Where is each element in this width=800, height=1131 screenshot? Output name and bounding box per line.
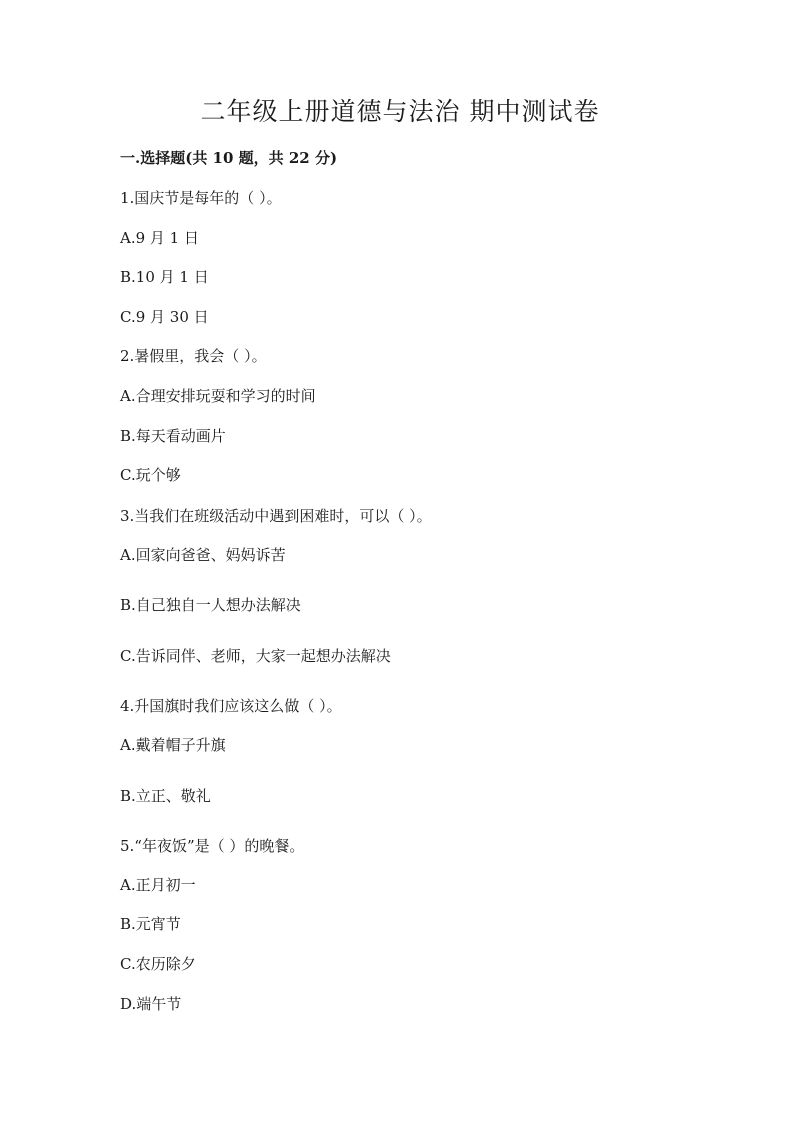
question-2-option-a: A.合理安排玩耍和学习的时间 xyxy=(120,387,316,405)
section-heading: 一.选择题(共 10 题，共 22 分) xyxy=(120,149,338,167)
question-1-option-b: B.10 月 1 日 xyxy=(120,268,209,286)
question-2-option-b: B.每天看动画片 xyxy=(120,427,226,445)
question-3-option-a: A.回家向爸爸、妈妈诉苦 xyxy=(120,546,286,564)
question-5-option-c: C.农历除夕 xyxy=(120,955,196,973)
question-3-option-c: C.告诉同伴、老师，大家一起想办法解决 xyxy=(120,647,391,665)
question-4-option-b: B.立正、敬礼 xyxy=(120,787,211,805)
question-5-option-d: D.端午节 xyxy=(120,995,182,1013)
question-5-option-b: B.元宵节 xyxy=(120,915,181,933)
question-1-option-a: A.9 月 1 日 xyxy=(120,229,199,247)
page-title: 二年级上册道德与法治 期中测试卷 xyxy=(200,97,600,126)
question-3-stem: 3.当我们在班级活动中遇到困难时，可以（ ）。 xyxy=(120,507,432,525)
question-1-stem: 1.国庆节是每年的（ ）。 xyxy=(120,189,282,207)
question-2-stem: 2.暑假里，我会（ ）。 xyxy=(120,347,267,365)
question-5-option-a: A.正月初一 xyxy=(120,876,196,894)
question-4-stem: 4.升国旗时我们应该这么做（ ）。 xyxy=(120,697,342,715)
question-1-option-c: C.9 月 30 日 xyxy=(120,308,209,326)
question-3-option-b: B.自己独自一人想办法解决 xyxy=(120,596,301,614)
question-4-option-a: A.戴着帽子升旗 xyxy=(120,736,226,754)
question-2-option-c: C.玩个够 xyxy=(120,466,181,484)
question-5-stem: 5.“年夜饭”是（ ）的晚餐。 xyxy=(120,837,305,855)
